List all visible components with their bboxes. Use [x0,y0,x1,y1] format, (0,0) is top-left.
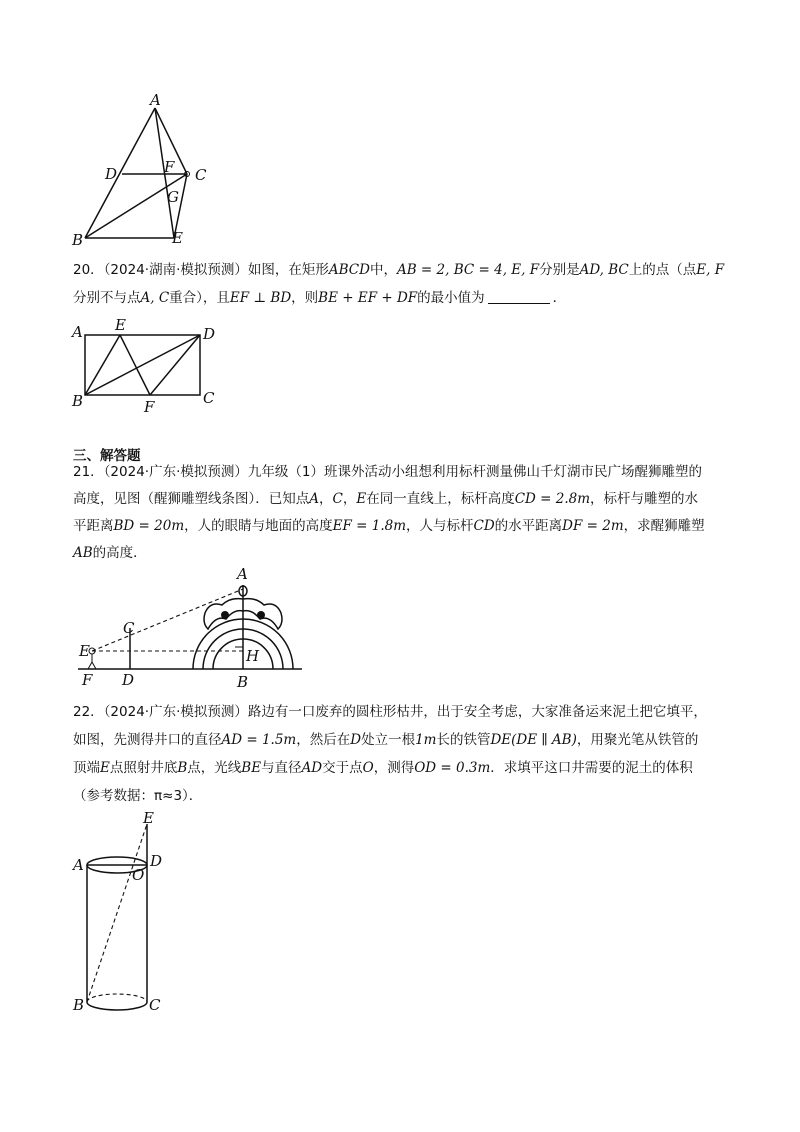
q21-text: 平距离 [73,518,114,534]
q20-math: AD, BC [579,262,629,278]
figure-q22 [65,810,175,1020]
q21-line4 [73,544,147,562]
q20-math: ABCD [328,262,370,278]
q20-source: （2024·湖南·模拟预测） [103,262,248,278]
label-c: C [203,389,215,407]
q22-number: 22． [73,704,104,720]
q21-text: ， [319,491,333,507]
q20-text: 分别不与点 [73,290,141,306]
q22-text: 长的铁管 [436,732,491,748]
q20-text: 的最小值为 [417,290,485,306]
answer-blank[interactable] [488,289,550,304]
q22-line2 [73,731,698,749]
q21-math: A [309,491,319,507]
q20-math: AB = 2, BC = 4, E, F [396,262,540,278]
figure-q20 [60,315,230,415]
q22-math: D [350,732,362,748]
q20-text: 中， [369,262,397,278]
q22-text: 处立一根 [361,732,416,748]
label-b: B [72,231,84,249]
q21-text: 的高度． [92,545,147,561]
label-d: D [203,325,216,343]
label-a: A [72,323,83,341]
q22-math: DE [490,732,512,748]
q22-math: BE [241,760,262,776]
q21-line1 [73,463,702,481]
q21-math: C [332,491,343,507]
label-d: D [105,165,118,183]
label-b: B [237,673,249,691]
q21-text: 在同一直线上，标杆高度 [366,491,515,507]
q22-text: 路边有一口废弃的圆柱形枯井，出于安全考虑，大家准备运来泥土把它填平， [247,704,707,720]
q22-text: 如图，先测得井口的直径 [73,732,222,748]
q22-source: （2024·广东·模拟预测） [103,704,248,720]
q22-text: ．求填平这口井需要的泥土的体积 [490,760,693,776]
q22-text: 顶端 [73,760,100,776]
label-a: A [150,91,161,109]
q20-text: 上的点（点 [628,262,697,278]
q21-text: ，人的眼睛与地面的高度 [184,518,333,534]
q20-text: ，则 [291,290,319,306]
label-d: D [122,671,135,689]
label-b: B [72,392,84,410]
q21-math: EF = 1.8m [332,518,407,534]
q21-math: DF = 2m [562,518,624,534]
q22-line3 [73,759,693,777]
label-g: G [167,188,179,206]
q22-text: ，用聚光笔从铁管的 [576,732,699,748]
q21-math: CD [473,518,495,534]
label-c: C [149,996,161,1014]
label-f: F [82,671,93,689]
q22-math: O [362,760,374,776]
label-a: A [237,565,248,583]
label-o: O [132,866,145,884]
label-b: B [73,996,85,1014]
label-e: E [143,809,154,827]
q22-line4 [73,787,202,805]
q21-text: 高度，见图（醒狮雕塑线条图）．已知点 [73,491,310,507]
q21-line2 [73,490,698,508]
q22-text: （参考数据：π≈3）． [73,788,203,804]
q21-text: 九年级（1）班课外活动小组想利用标杆测量佛山千灯湖市民广场醒狮雕塑的 [247,464,702,480]
q21-source: （2024·广东·模拟预测） [103,464,248,480]
q22-math: E [100,760,110,776]
q22-text: 点照射井底 [109,760,178,776]
label-c: C [195,166,207,184]
q20-text: 如图，在矩形 [247,262,329,278]
q21-text: ， [342,491,357,507]
q21-text: 的水平距离 [494,518,563,534]
q22-math: (DE ∥ AB) [511,732,577,748]
label-a: A [73,856,84,874]
q22-text: 交于点 [322,760,363,776]
q20-number: 20． [73,262,104,278]
label-d: D [150,852,163,870]
q21-line3 [73,517,705,535]
q22-text: ，测得 [373,760,415,776]
q22-text: 与直径 [261,760,302,776]
label-e: E [79,642,90,660]
label-h: H [246,647,260,665]
q21-math: AB [73,545,93,561]
q21-text: ，标杆与雕塑的水 [590,491,699,507]
q22-text: 点，光线 [187,760,242,776]
label-e: E [172,229,183,247]
q22-math: OD = 0.3m [414,760,491,776]
label-c: C [123,619,135,637]
q22-math: AD [301,760,323,776]
label-e: E [115,316,126,334]
q20-math: E, F [696,262,725,278]
q21-math: E [356,491,367,507]
q22-math: AD = 1.5m [221,732,297,748]
q20-text: ． [552,290,567,306]
q20-text: 重合），且 [169,290,230,306]
q21-text: ，求醒狮雕塑 [623,518,705,534]
figure-q21 [70,565,310,690]
label-f: F [164,158,175,176]
q20-math: EF ⊥ BD [229,290,292,306]
q22-text: ，然后在 [296,732,351,748]
q21-math: BD = 20m [113,518,185,534]
q20-math: A, C [140,290,170,306]
figure-q19 [60,90,220,255]
q22-line1 [73,703,707,721]
label-f: F [144,398,155,416]
q22-math: 1m [415,732,437,748]
q20-math: BE + EF + DF [318,290,418,306]
section-title: 三、解答题 [73,448,141,464]
q20-line2 [73,289,566,307]
q21-text: ，人与标杆 [406,518,474,534]
q20-text: 分别是 [539,262,580,278]
q21-math: CD = 2.8m [514,491,591,507]
q20-line1 [73,261,724,279]
q22-math: B [177,760,188,776]
q21-number: 21． [73,464,104,480]
